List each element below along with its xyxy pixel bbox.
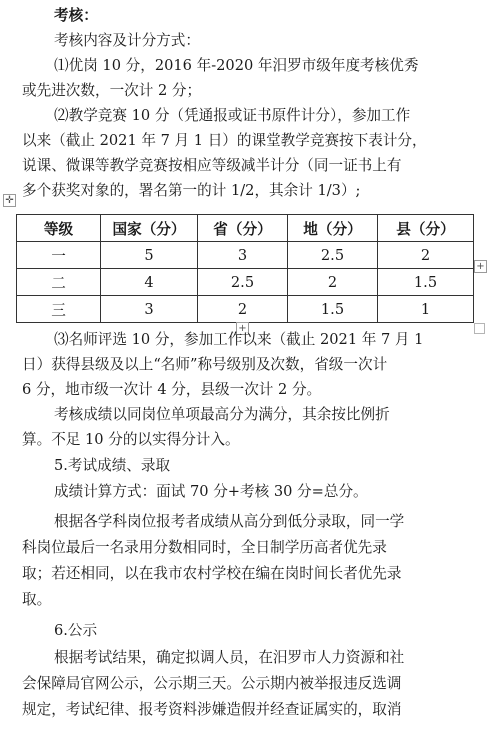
table-cell: 二 — [17, 269, 101, 296]
table-resize-handle-icon[interactable] — [474, 323, 485, 334]
paragraph-line: 取；若还相同，以在我市农村学校在编在岗时间长者优先录 — [22, 565, 402, 582]
paragraph-line: 考核成绩以同岗位单项最高分为满分，其余按比例折 — [54, 406, 390, 423]
paragraph-line: 规定，考试纪律、报考资料涉嫌造假并经查证属实的，取消 — [22, 701, 402, 718]
paragraph-line: ⑴优岗 10 分，2016 年-2020 年汨罗市级年度考核优秀 — [54, 57, 419, 74]
paragraph-line: 多个获奖对象的，署名第一的计 1/2，其余计 1/3）; — [22, 182, 361, 199]
table-cell: 2.5 — [288, 242, 378, 269]
table-cell: 3 — [198, 242, 288, 269]
paragraph-line: 日）获得县级及以上“名师”称号级别及次数，省级一次计 — [22, 356, 388, 373]
table-cell: 1.5 — [378, 269, 474, 296]
header-cell-province: 省（分） — [198, 215, 288, 242]
paragraph-line: 根据考试结果，确定拟调人员，在汨罗市人力资源和社 — [54, 649, 405, 666]
paragraph-line: 取。 — [22, 591, 52, 608]
table-cell: 4 — [101, 269, 198, 296]
paragraph-line: 6 分，地市级一次计 4 分，县级一次计 2 分。 — [22, 381, 322, 398]
add-column-icon[interactable]: + — [474, 260, 487, 273]
table-row — [17, 242, 474, 269]
table-cell: 3 — [101, 296, 198, 323]
section-heading-publicity: 6.公示 — [54, 622, 98, 639]
paragraph-line: 科岗位最后一名录用分数相同时，全日制学历高者优先录 — [22, 539, 387, 556]
table-row — [17, 269, 474, 296]
table-cell: 2 — [288, 269, 378, 296]
paragraph-line: 会保障局官网公示，公示期三天。公示期内被举报违反选调 — [22, 675, 402, 692]
paragraph-line: 说课、微课等教学竞赛按相应等级减半计分（同一证书上有 — [22, 157, 402, 174]
section-heading-assessment: 考核： — [54, 7, 98, 24]
table-move-handle-icon[interactable]: ✛ — [3, 194, 16, 207]
paragraph-line: 成绩计算方式：面试 70 分+考核 30 分=总分。 — [54, 483, 368, 500]
header-cell-national: 国家（分） — [101, 215, 198, 242]
add-row-icon[interactable]: + — [236, 322, 249, 335]
header-cell-grade: 等级 — [17, 215, 101, 242]
table-cell: 1.5 — [288, 296, 378, 323]
table-cell: 一 — [17, 242, 101, 269]
table-cell: 5 — [101, 242, 198, 269]
paragraph-line: 以来（截止 2021 年 7 月 1 日）的课堂教学竞赛按下表计分， — [22, 132, 427, 149]
paragraph-line: ⑵教学竞赛 10 分（凭通报或证书原件计分），参加工作 — [54, 107, 411, 124]
paragraph-line: 根据各学科岗位报考者成绩从高分到低分录取，同一学 — [54, 513, 405, 530]
paragraph-line: ⑶名师评选 10 分，参加工作以来（截止 2021 年 7 月 1 — [54, 331, 424, 348]
score-table — [16, 214, 474, 323]
table-cell: 2 — [198, 296, 288, 323]
table-cell: 三 — [17, 296, 101, 323]
table-cell: 1 — [378, 296, 474, 323]
paragraph-line: 或先进次数，一次计 2 分； — [22, 82, 202, 99]
header-cell-county: 县（分） — [378, 215, 474, 242]
table-row — [17, 296, 474, 323]
header-cell-prefecture: 地（分） — [288, 215, 378, 242]
section-heading-results: 5.考试成绩、录取 — [54, 457, 171, 474]
paragraph-line: 算。不足 10 分的以实得分计入。 — [22, 431, 240, 448]
table-header-row — [17, 215, 474, 242]
table-cell: 2.5 — [198, 269, 288, 296]
paragraph-line: 考核内容及计分方式： — [54, 32, 200, 49]
table-cell: 2 — [378, 242, 474, 269]
